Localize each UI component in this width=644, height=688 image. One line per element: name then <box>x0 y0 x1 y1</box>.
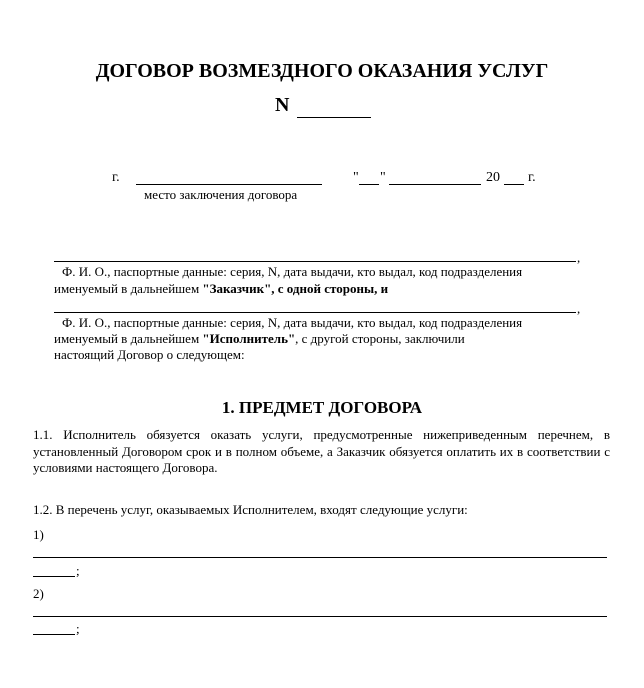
day-field[interactable] <box>359 184 379 185</box>
date-quote-open: " <box>353 170 359 185</box>
customer-name-field[interactable] <box>54 261 576 262</box>
customer-comma: , <box>577 250 581 265</box>
contractor-role: "Исполнитель" <box>202 331 296 346</box>
city-caption: место заключения договора <box>144 187 298 202</box>
customer-hint: Ф. И. О., паспортные данные: серия, N, дата выдачи, кто выдал, код подразделения <box>62 264 523 279</box>
agreement-line: настоящий Договор о следующем: <box>54 347 245 362</box>
contractor-comma: , <box>577 301 581 316</box>
contractor-named-line <box>54 331 465 347</box>
city-field[interactable] <box>136 184 322 185</box>
service-item-2-line[interactable] <box>33 616 607 617</box>
clause-1-1: 1.1. Исполнитель обязуется оказать услуги, предусмотренные нижеприведенным перечнем, в установленный Договором срок и в полном объеме, а Заказчик обязуется оплатить их в соответствии с условиями настоящего Договора. <box>33 427 610 475</box>
service-item-1-line-2[interactable] <box>33 576 75 577</box>
customer-role: "Заказчик", с одной стороны, и <box>202 281 389 296</box>
section1-heading: 1. ПРЕДМЕТ ДОГОВОРА <box>221 398 423 417</box>
service-item-1-end: ; <box>76 563 80 578</box>
city-prefix: г. <box>112 170 120 185</box>
service-item-1-label: 1) <box>33 527 44 542</box>
customer-named-line <box>54 281 388 297</box>
contractor-named-prefix: именуемый в дальнейшем <box>54 331 203 346</box>
year-prefix: 20 <box>486 170 500 185</box>
contractor-name-field[interactable] <box>54 312 576 313</box>
clause-1-2: 1.2. В перечень услуг, оказываемых Исполнителем, входят следующие услуги: <box>33 502 468 517</box>
month-field[interactable] <box>389 184 481 185</box>
contract-number-label: N <box>275 94 290 116</box>
service-item-2-end: ; <box>76 621 80 636</box>
contractor-hint: Ф. И. О., паспортные данные: серия, N, дата выдачи, кто выдал, код подразделения <box>62 315 523 330</box>
year-suffix: г. <box>528 170 536 185</box>
contractor-named-suffix: , с другой стороны, заключили <box>295 331 465 346</box>
date-quote-close: " <box>380 170 386 185</box>
contract-number-field[interactable] <box>297 117 371 118</box>
document-title: ДОГОВОР ВОЗМЕЗДНОГО ОКАЗАНИЯ УСЛУГ <box>95 60 549 82</box>
year-field[interactable] <box>504 184 524 185</box>
service-item-2-line-2[interactable] <box>33 634 75 635</box>
customer-named-prefix: именуемый в дальнейшем <box>54 281 203 296</box>
service-item-1-line[interactable] <box>33 557 607 558</box>
service-item-2-label: 2) <box>33 586 44 601</box>
